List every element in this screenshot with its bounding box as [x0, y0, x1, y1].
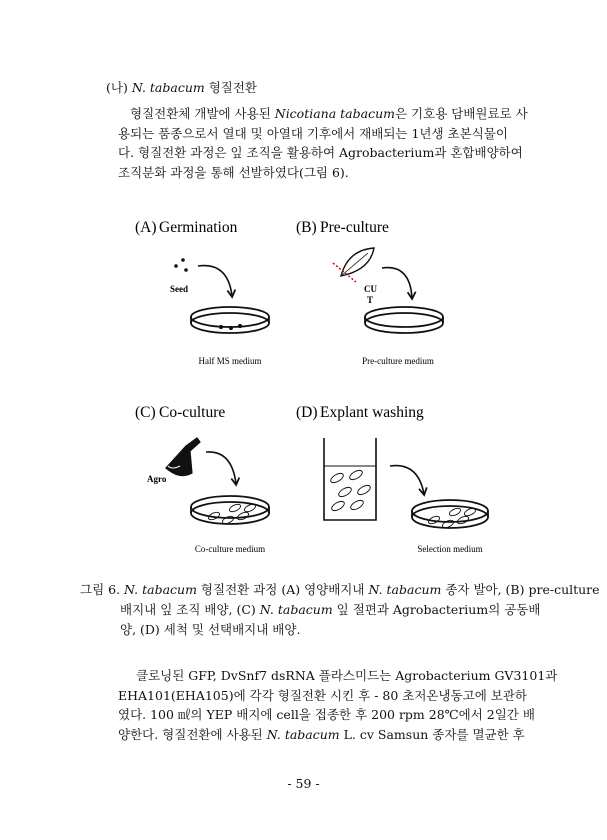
figure-caption	[80, 580, 600, 640]
medium-label-a: Half MS medium	[198, 356, 262, 366]
seeds-icon	[174, 258, 188, 272]
leaf-icon	[333, 248, 374, 282]
panel-a	[135, 219, 269, 366]
arrow-icon	[198, 266, 232, 296]
text-span: L. cv Samsun 종자를 멸균한 후	[339, 726, 525, 742]
panel-d-title: Explant washing	[320, 404, 424, 421]
paragraph-line: 였다. 100 ㎖의 YEP 배지에 cell을 접종한 후 200 rpm 28℃에서 2일간 배	[118, 707, 535, 722]
agro-label: Agro	[147, 474, 167, 484]
petri-dish-with-explants-icon	[191, 496, 269, 525]
page-number: - 59 -	[287, 776, 320, 791]
panel-c-label: (C)	[135, 404, 156, 421]
petri-dish-icon	[191, 307, 269, 333]
species-name: N. tabacum	[259, 602, 333, 617]
beaker-icon	[324, 438, 376, 520]
text-span: 은 기호용 담배원료로 사	[395, 106, 528, 121]
heading-suffix: 형질전환	[204, 80, 258, 95]
heading-species: N. tabacum	[131, 80, 205, 95]
panel-c-title: Co-culture	[159, 404, 226, 421]
petri-dish-icon	[365, 307, 443, 333]
text-span: 형질전환체 개발에 사용된	[130, 106, 275, 121]
text-span: 양한다. 형질전환에 사용된	[118, 726, 267, 742]
text-span: 잎 절편과 Agrobacterium의 공동배	[332, 602, 541, 617]
paragraph-line: 조직분화 과정을 통해 선발하였다(그림 6).	[118, 164, 349, 180]
panel-d-label: (D)	[296, 404, 318, 421]
medium-label-c: Co-culture medium	[194, 544, 266, 554]
medium-label-d: Selection medium	[417, 544, 483, 554]
paragraph-cloning	[118, 666, 558, 744]
panel-a-title: Germination	[159, 219, 238, 236]
cut-label: CU	[364, 284, 377, 294]
paragraph-line: 용되는 품종으로서 열대 및 아열대 기후에서 재배되는 1년생 초본식물이	[118, 125, 508, 141]
arrow-icon	[206, 452, 236, 484]
flask-icon	[166, 438, 200, 476]
paragraph-line: 다. 형질전환 과정은 잎 조직을 활용하여 Agrobacterium과 혼합배양하여	[118, 145, 523, 160]
paragraph-line	[118, 725, 532, 745]
arrow-icon	[390, 466, 424, 494]
medium-label-b: Pre-culture medium	[362, 356, 434, 366]
species-name: N. tabacum	[124, 582, 197, 597]
caption-line	[80, 580, 600, 600]
petri-dish-with-explants-icon	[412, 500, 488, 529]
text-span: 그림 6.	[80, 582, 125, 597]
panel-c	[135, 404, 269, 554]
species-name: N. tabacum	[266, 726, 340, 742]
panel-a-label: (A)	[135, 219, 157, 236]
seed-label: Seed	[170, 284, 188, 294]
panel-b	[296, 219, 443, 366]
panel-b-title: Pre-culture	[320, 219, 389, 236]
text-span: 배지내 잎 조직 배양, (C)	[120, 602, 260, 617]
panel-d	[296, 404, 488, 554]
species-name: Nicotiana tabacum	[274, 106, 395, 121]
species-name: N. tabacum	[368, 582, 442, 597]
caption-line	[80, 600, 541, 620]
text-span: 종자 발아, (B) pre-culture	[441, 582, 600, 597]
caption-line: 양, (D) 세척 및 선택배지내 배양.	[120, 622, 301, 637]
paragraph-line: EHA101(EHA105)에 각각 형질전환 시킨 후 - 80 초저온냉동고에 보관하	[118, 687, 527, 703]
heading-prefix: (나)	[106, 80, 132, 95]
arrow-icon	[382, 268, 412, 298]
cut-label-2: T	[367, 295, 374, 305]
paragraph-line: 클로닝된 GFP, DvSnf7 dsRNA 플라스미드는 Agrobacterium GV3101과	[136, 668, 558, 683]
panel-b-label: (B)	[296, 219, 317, 236]
text-span: 형질전환 과정 (A) 영양배지내	[196, 582, 369, 597]
